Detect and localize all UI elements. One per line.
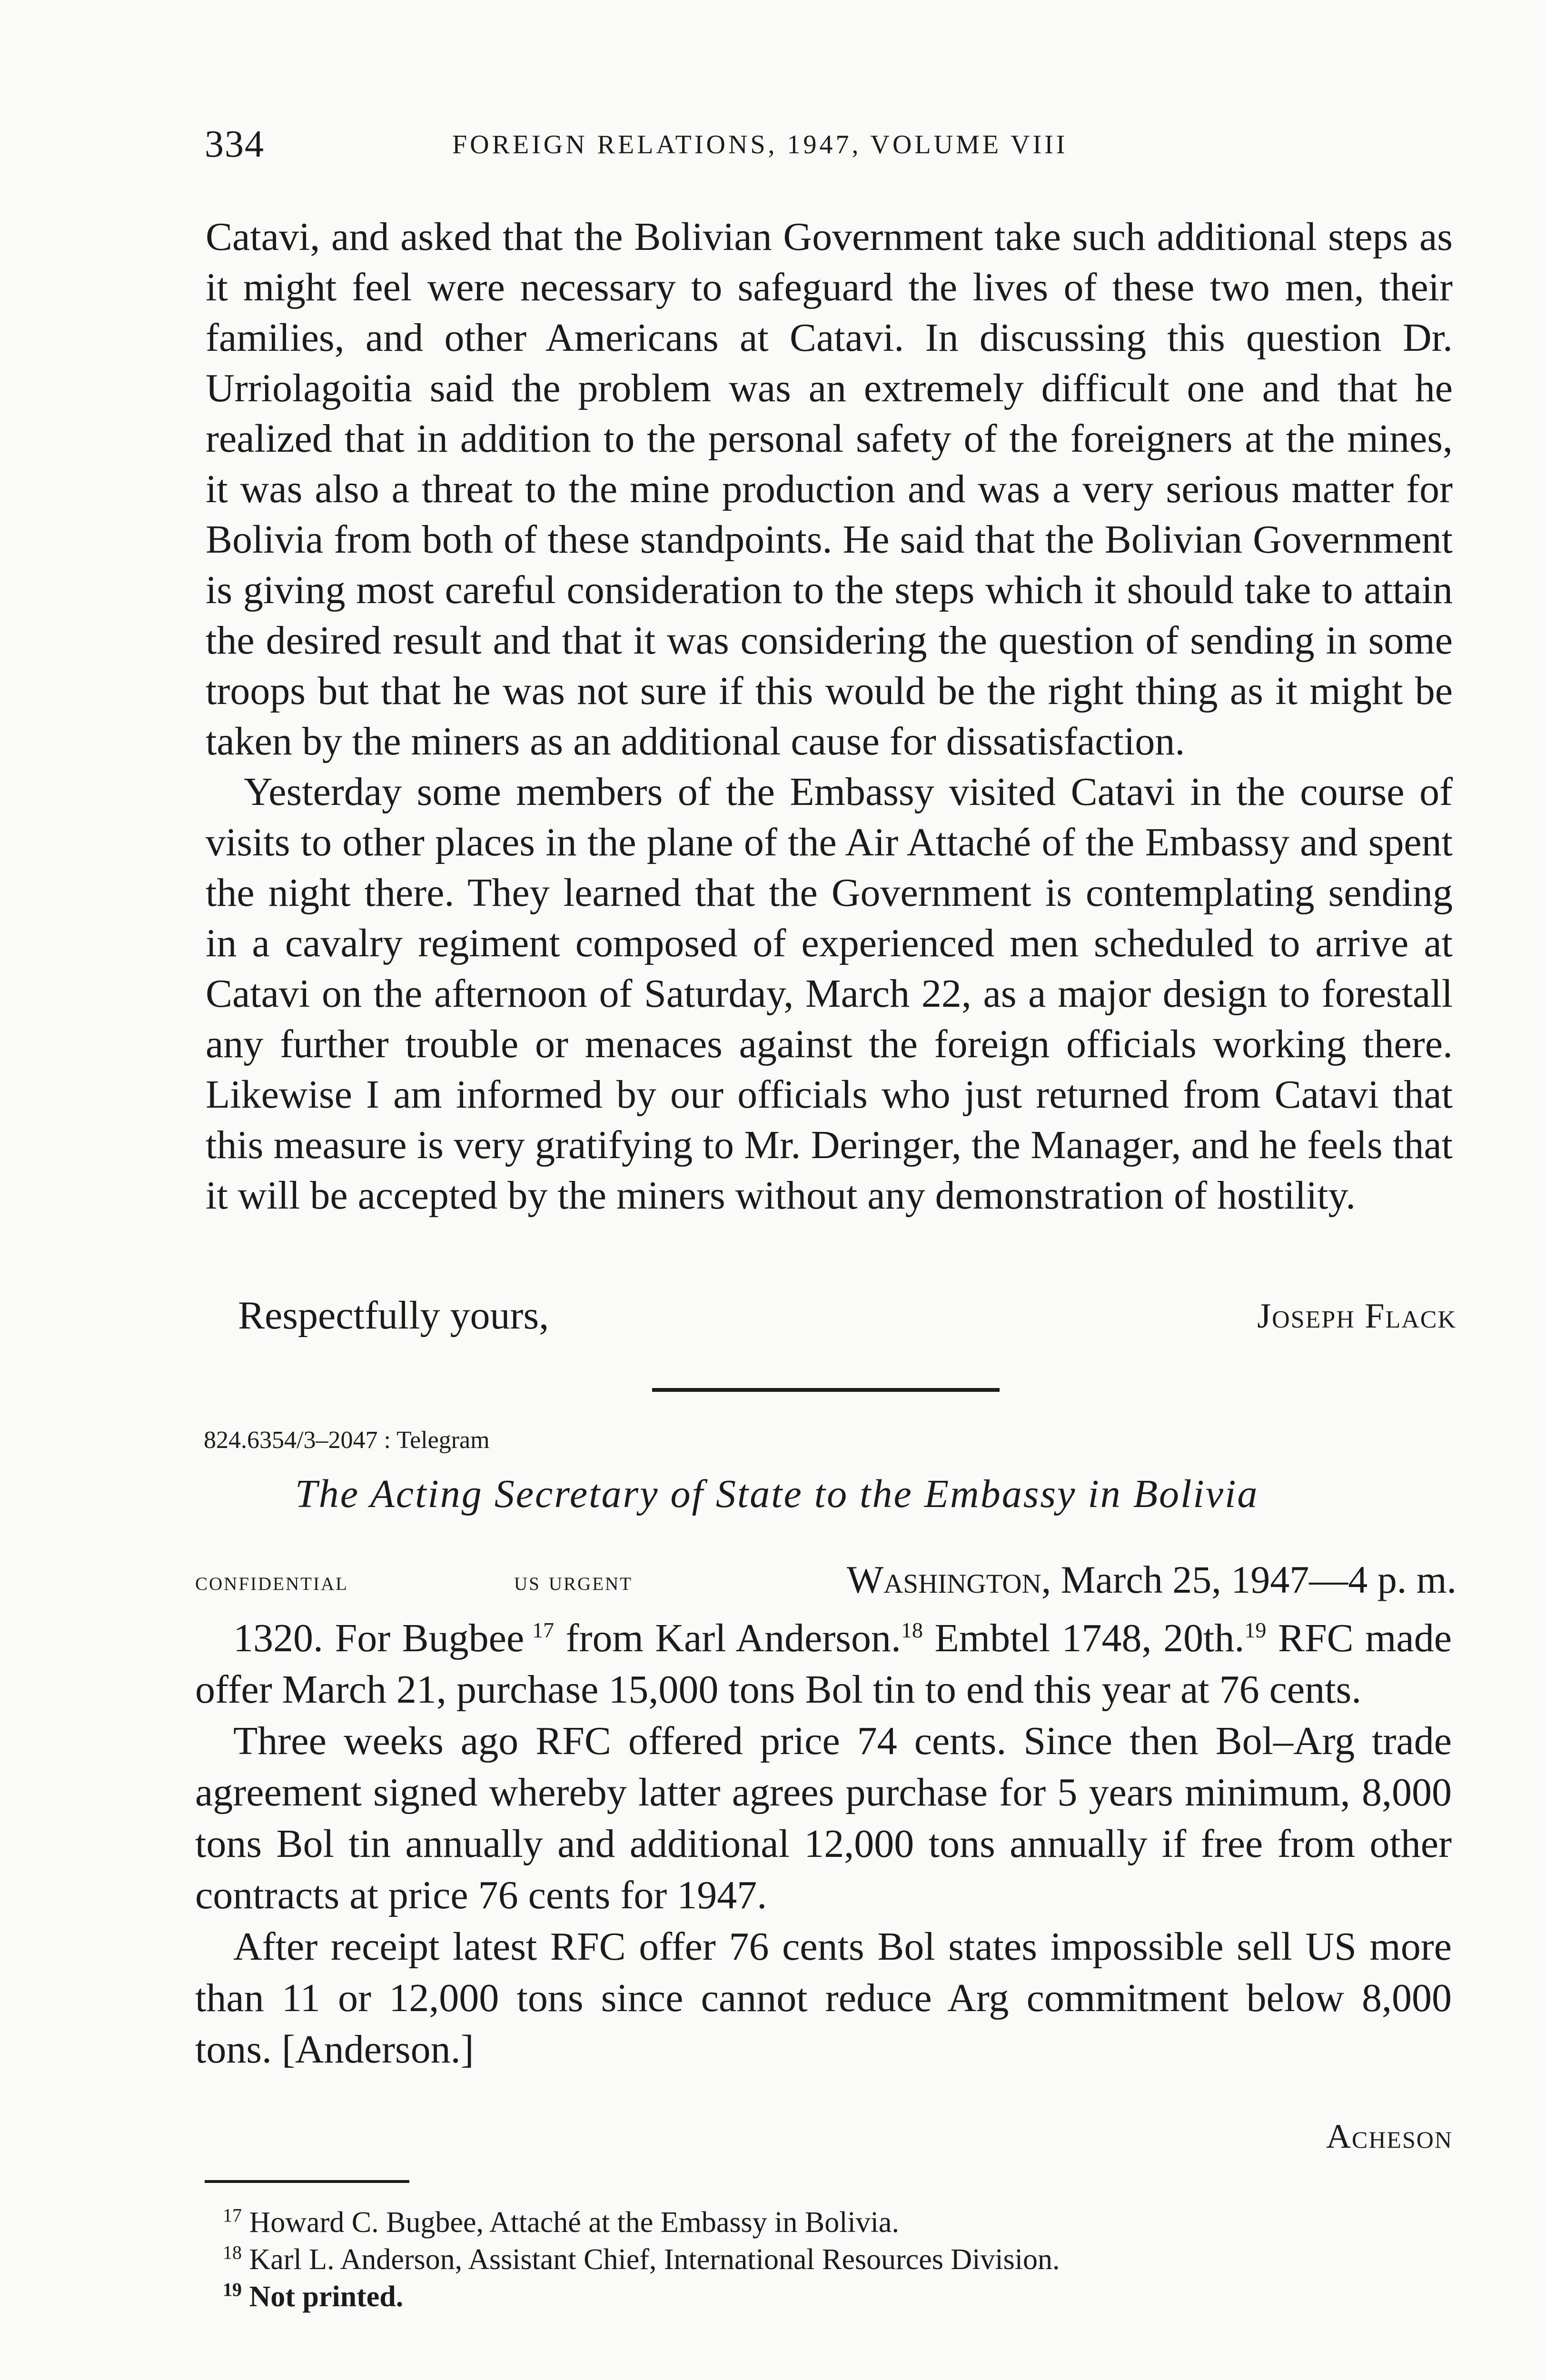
running-header [205, 123, 1457, 175]
footnote-number: 17 [223, 2204, 242, 2226]
footnote-text: Karl L. Anderson, Assistant Chief, International Resources Division. [249, 2243, 1060, 2276]
document-heading: The Acting Secretary of State to the Embassy in Bolivia [295, 1472, 1259, 1516]
place: Washington, [846, 1558, 1051, 1601]
footnotes [223, 2204, 1441, 2315]
file-reference: 824.6354/3–2047 : Telegram [204, 1427, 490, 1454]
footnote-divider [205, 2180, 409, 2183]
footnote-ref: 17 [532, 1618, 555, 1642]
footnote-text: Not printed. [249, 2281, 404, 2313]
telegram-text: Embtel 1748, 20th. [923, 1616, 1245, 1660]
place-and-date [847, 1557, 1457, 1602]
footnote-ref: 19 [1244, 1618, 1267, 1642]
classification-label: confidential [195, 1567, 348, 1596]
telegram-paragraph [195, 1613, 1452, 1716]
footnote-number: 18 [223, 2241, 242, 2263]
letter-signature: Joseph Flack [1257, 1297, 1457, 1336]
footnote [223, 2278, 1441, 2315]
footnote [223, 2204, 1441, 2241]
footnote-number: 19 [223, 2279, 242, 2301]
running-title: FOREIGN RELATIONS, 1947, VOLUME VIII [452, 130, 1068, 159]
section-divider [652, 1388, 1000, 1392]
date: March 25, 1947—4 p. m. [1060, 1558, 1457, 1601]
letter-closing [238, 1292, 1457, 1345]
telegram-text: from Karl Anderson. [554, 1616, 901, 1660]
telegram-body [195, 1613, 1452, 2075]
page-number: 334 [205, 123, 265, 165]
letter-body [206, 212, 1453, 1221]
letter-paragraph: Catavi, and asked that the Bolivian Government take such additional steps as it might feel were necessary to safeguard the lives of these two men, their families, and other Americans at Catavi. In discussing this question Dr. Urriolagoitia said the problem was an extremely difficult one and that he realized that in addition to the personal safety of the foreigners at the mines, it was also a threat to the mine production and was a very serious matter for Bolivia from both of these standpoints. He said that the Bolivian Government is giving most careful consideration to the steps which it should take to attain the desired result and that it was considering the question of sending in some troops but that he was not sure if this would be the right thing as it might be taken by the miners as an additional cause for dissatisfaction. [206, 215, 1453, 764]
telegram-text: RFC made offer March 21, purchase 15,000 tons Bol tin to end this year at 76 cents. [195, 1616, 1452, 1712]
telegram-text: 1320. For Bugbee [233, 1616, 525, 1660]
complimentary-close: Respectfully yours, [238, 1293, 549, 1338]
priority-label: us urgent [514, 1567, 633, 1596]
footnote [223, 2241, 1441, 2278]
telegram-paragraph: After receipt latest RFC offer 76 cents Bol states impossible sell US more than 11 or 12,000 tons since cannot reduce Arg commitment below 8,000 tons. [Anderson.] [195, 1924, 1452, 2072]
dateline [195, 1557, 1457, 1610]
letter-paragraph: Yesterday some members of the Embassy visited Catavi in the course of visits to other places in the plane of the Air Attaché of the Embassy and spent the night there. They learned that the Government is contemplating sending in a cavalry regiment composed of experienced men scheduled to arrive at Catavi on the afternoon of Saturday, March 22, as a major design to forestall any further trouble or menaces against the foreign officials working there. Likewise I am informed by our officials who just returned from Catavi that this measure is very gratifying to Mr. Deringer, the Manager, and he feels that it will be accepted by the miners without any demonstration of hostility. [206, 770, 1453, 1218]
telegram-signature: Acheson [1326, 2117, 1453, 2155]
telegram-paragraph: Three weeks ago RFC offered price 74 cents. Since then Bol–Arg trade agreement signed whereby latter agrees purchase for 5 years minimum, 8,000 tons Bol tin annually and additional 12,000 tons annually if free from other contracts at price 76 cents for 1947. [195, 1719, 1452, 1917]
footnote-text: Howard C. Bugbee, Attaché at the Embassy in Bolivia. [249, 2206, 899, 2239]
footnote-ref: 18 [901, 1618, 923, 1642]
